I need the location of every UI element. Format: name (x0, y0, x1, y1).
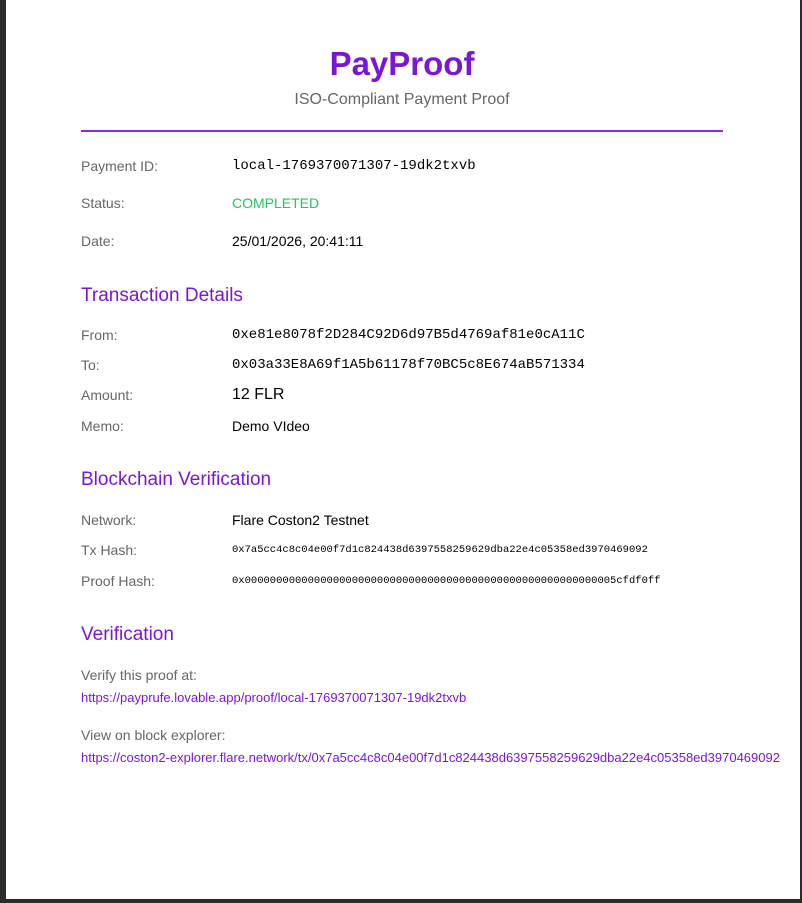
proof-hash-value: 0x00000000000000000000000000000000000000000000000000000000005cfdf0ff (232, 575, 661, 587)
document-header (81, 44, 723, 110)
from-address: 0xe81e8078f2D284C92D6d97B5d4769af81e0cA11C (232, 327, 585, 343)
status-label: Status: (81, 195, 125, 211)
network-row (81, 509, 801, 531)
to-address: 0x03a33E8A69f1A5b61178f70BC5c8E674aB571334 (232, 357, 585, 373)
date-row (81, 230, 801, 252)
block-explorer-link[interactable]: https://coston2-explorer.flare.network/tx/0x7a5cc4c8c04e00f7d1c824438d6397558259629dba22e4c05358ed3970469092 (81, 750, 780, 765)
window-border-left (0, 0, 6, 903)
memo-label: Memo: (81, 418, 124, 434)
window-border-bottom (0, 899, 802, 903)
payment-id-row (81, 155, 801, 177)
block-explorer-text: View on block explorer: (81, 727, 226, 743)
amount-row (81, 384, 801, 406)
payment-id-label: Payment ID: (81, 158, 159, 174)
network-value: Flare Coston2 Testnet (232, 512, 369, 528)
page-subtitle: ISO-Compliant Payment Proof (294, 91, 510, 108)
tx-hash-label: Tx Hash: (81, 542, 138, 558)
memo-row (81, 415, 801, 437)
date-label: Date: (81, 233, 115, 249)
from-row (81, 324, 801, 346)
status-row (81, 192, 801, 214)
verify-proof-text: Verify this proof at: (81, 667, 197, 683)
verify-proof-link[interactable]: https://payprufe.lovable.app/proof/local-1769370071307-19dk2txvb (81, 690, 467, 705)
network-label: Network: (81, 512, 137, 528)
header-divider (81, 130, 723, 132)
blockchain-verification-heading: Blockchain Verification (81, 469, 272, 490)
to-label: To: (81, 357, 100, 373)
date-value: 25/01/2026, 20:41:11 (232, 233, 364, 249)
proof-hash-row (81, 570, 801, 592)
tx-hash-value: 0x7a5cc4c8c04e00f7d1c824438d6397558259629dba22e4c05358ed3970469092 (232, 544, 648, 556)
tx-hash-row (81, 539, 801, 561)
status-badge: COMPLETED (232, 195, 320, 211)
transaction-details-heading: Transaction Details (81, 285, 243, 306)
amount-value: 12 FLR (232, 386, 285, 403)
verification-heading: Verification (81, 624, 174, 645)
page-title: PayProof (329, 45, 475, 82)
memo-value: Demo VIdeo (232, 418, 310, 434)
to-row (81, 354, 801, 376)
payment-id-value: local-1769370071307-19dk2txvb (232, 158, 476, 174)
from-label: From: (81, 327, 118, 343)
amount-label: Amount: (81, 387, 134, 403)
proof-hash-label: Proof Hash: (81, 573, 155, 589)
